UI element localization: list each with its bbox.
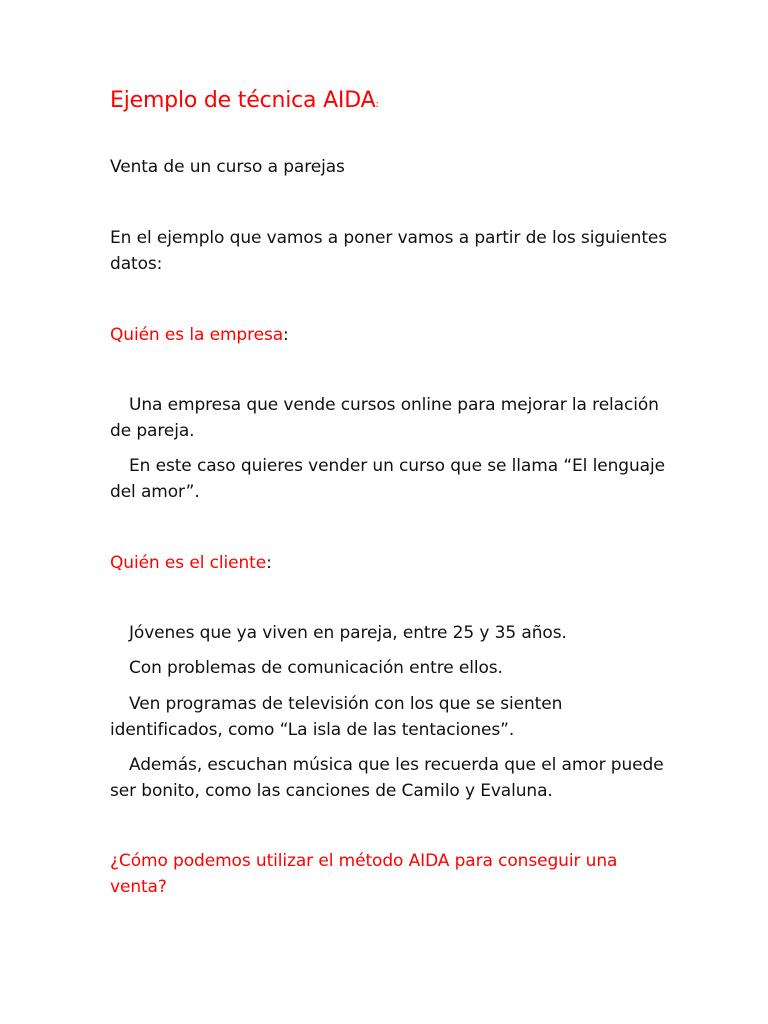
client-paragraph-2: Con problemas de comunicación entre ellos. — [129, 658, 503, 678]
company-paragraph-1: Una empresa que vende cursos online para mejorar la relación de pareja. — [110, 395, 659, 441]
intro-paragraph: En el ejemplo que vamos a poner vamos a partir de los siguientes datos: — [110, 228, 668, 274]
client-paragraph-4: Además, escuchan música que les recuerda que el amor puede ser bonito, como las canciones de Camilo y Evaluna. — [110, 755, 664, 801]
question-heading: ¿Cómo podemos utilizar el método AIDA para conseguir una venta? — [110, 851, 618, 897]
document-title-colon: : — [375, 99, 379, 110]
section-client-heading-text: Quién es el cliente — [110, 553, 267, 573]
document-title — [110, 88, 379, 113]
subtitle: Venta de un curso a parejas — [110, 157, 345, 177]
client-paragraph-3: Ven programas de televisión con los que se sienten identificados, como “La isla de las tentaciones”. — [110, 694, 563, 740]
company-paragraph-2: En este caso quieres vender un curso que se llama “El lenguaje del amor”. — [110, 456, 665, 502]
section-client-heading-colon: : — [266, 553, 272, 573]
section-company-heading-colon: : — [283, 325, 289, 345]
section-company-heading — [110, 322, 670, 348]
section-company-heading-text: Quién es la empresa — [110, 325, 284, 345]
client-paragraph-1: Jóvenes que ya viven en pareja, entre 25 y 35 años. — [129, 623, 567, 643]
section-client-heading — [110, 550, 670, 576]
document-title-text: Ejemplo de técnica AIDA — [110, 88, 376, 113]
